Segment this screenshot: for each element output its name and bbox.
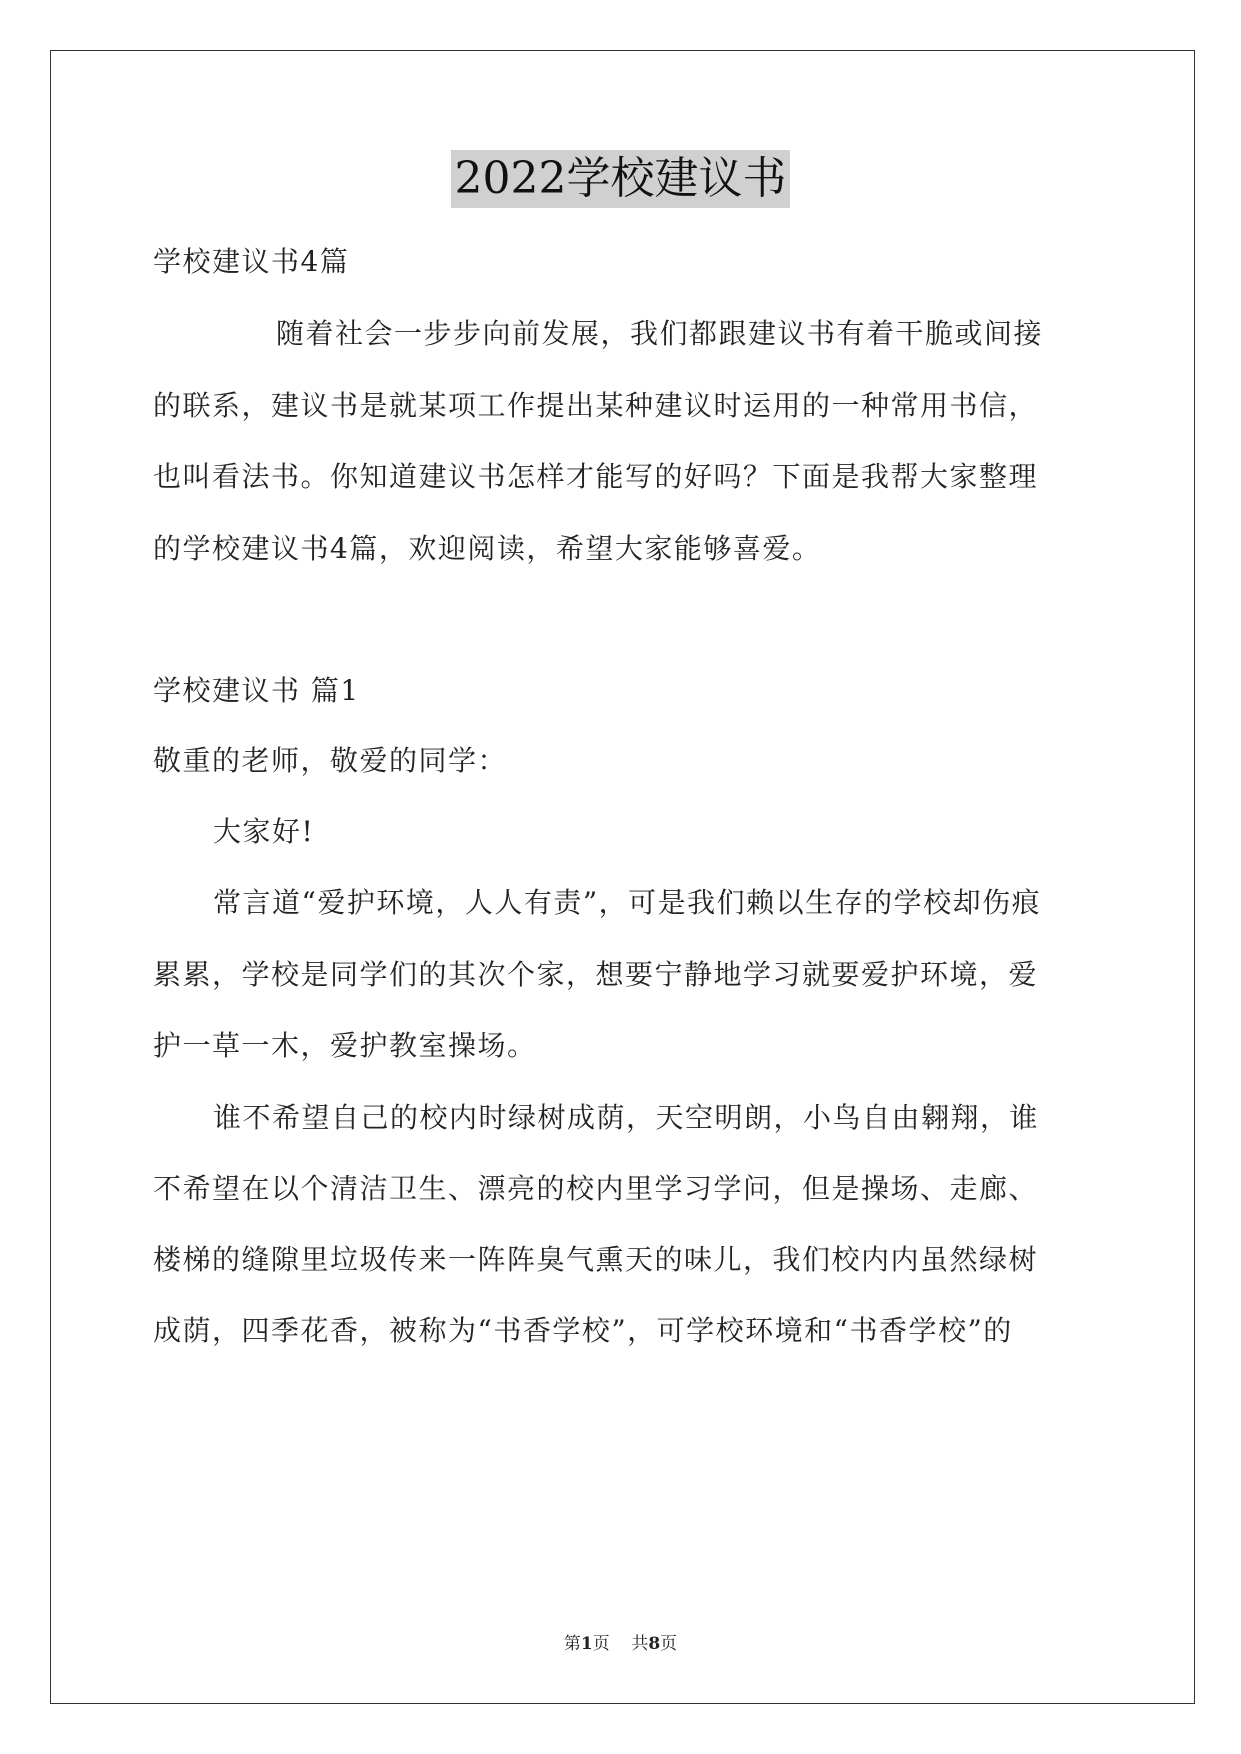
document-subtitle: 学校建议书4篇	[153, 245, 350, 278]
paragraph-line: 护一草一木，爱护教室操场。	[153, 1029, 537, 1062]
paragraph-line: 累累，学校是同学们的其次个家，想要宁静地学习就要爱护环境，爱	[153, 958, 1039, 991]
total-suffix: 页	[660, 1634, 678, 1654]
greeting: 大家好!	[213, 815, 315, 848]
page-suffix: 页	[592, 1634, 610, 1654]
paragraph-line: 成荫，四季花香，被称为“书香学校”，可学校环境和“书香学校”的	[153, 1314, 1013, 1347]
paragraph-line: 楼梯的缝隙里垃圾传来一阵阵臭气熏天的味儿，我们校内内虽然绿树	[153, 1243, 1039, 1276]
paragraph-line: 的联系，建议书是就某项工作提出某种建议时运用的一种常用书信，	[153, 389, 1039, 422]
salutation: 敬重的老师，敬爱的同学：	[153, 744, 508, 777]
page-footer	[0, 1632, 1241, 1656]
total-pages: 8	[648, 1634, 661, 1654]
paragraph-line: 的学校建议书4篇，欢迎阅读，希望大家能够喜爱。	[153, 532, 822, 565]
page-number: 1	[580, 1634, 593, 1654]
paragraph-line: 谁不希望自己的校内时绿树成荫，天空明朗，小鸟自由翱翔，谁	[213, 1101, 1040, 1134]
page-border	[50, 50, 1195, 1704]
page-prefix: 第	[563, 1634, 581, 1654]
paragraph-line: 也叫看法书。你知道建议书怎样才能写的好吗？下面是我帮大家整理	[153, 460, 1039, 493]
paragraph-line: 不希望在以个清洁卫生、漂亮的校内里学习学问，但是操场、走廊、	[153, 1172, 1039, 1205]
paragraph-line: 随着社会一步步向前发展，我们都跟建议书有着干脆或间接	[276, 317, 1044, 350]
title-container	[0, 150, 1241, 208]
paragraph-line: 常言道“爱护环境，人人有责”，可是我们赖以生存的学校却伤痕	[213, 886, 1042, 919]
total-prefix: 共	[631, 1634, 649, 1654]
document-title: 2022学校建议书	[451, 150, 791, 208]
section-heading: 学校建议书 篇1	[153, 674, 360, 707]
